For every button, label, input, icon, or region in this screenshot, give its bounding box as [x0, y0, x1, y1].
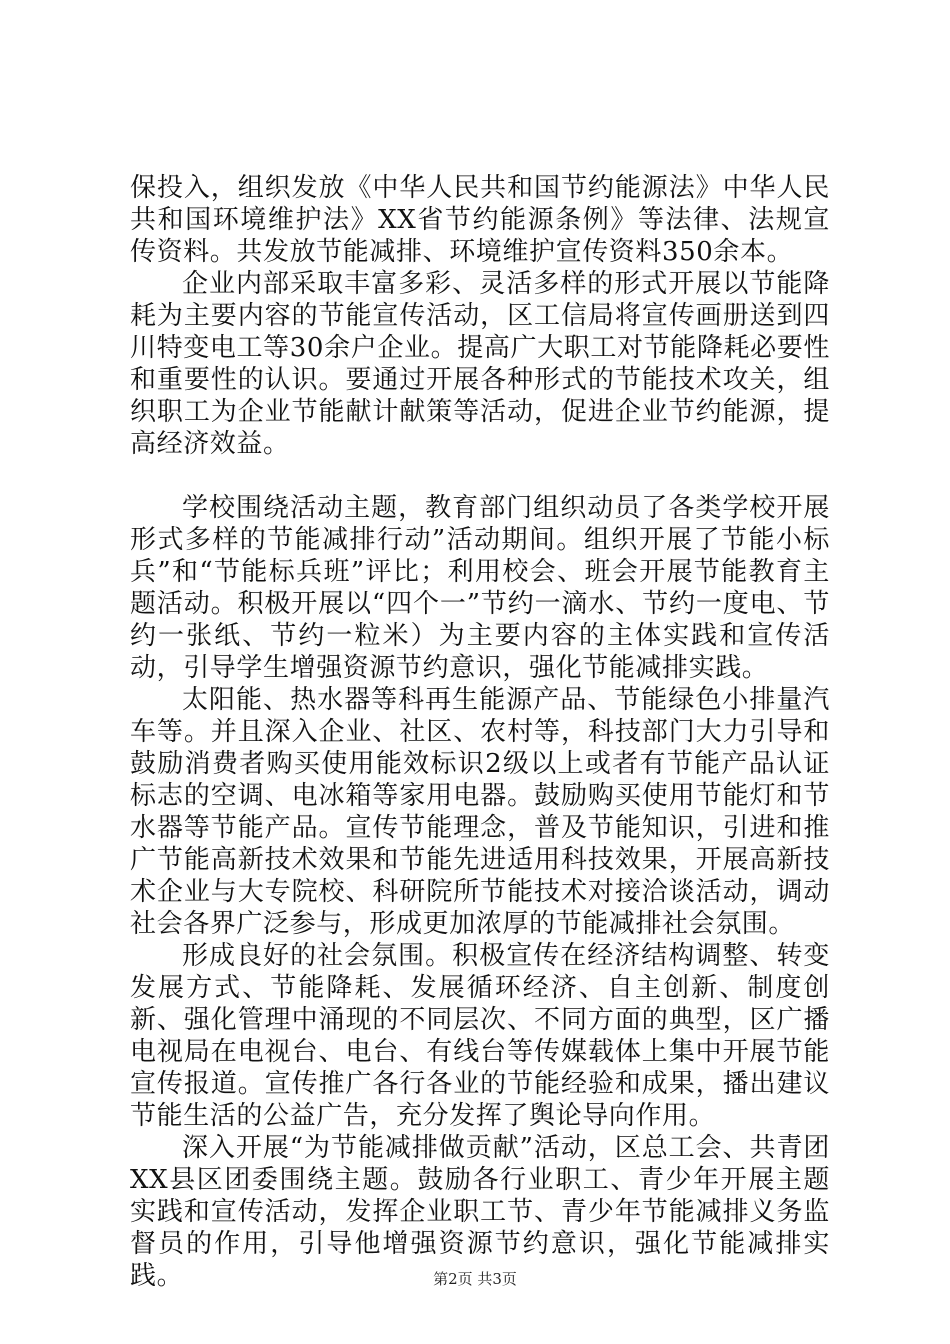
paragraph-2: 企业内部采取丰富多彩、灵活多样的形式开展以节能降耗为主要内容的节能宣传活动，区工信局将宣传画册送到四川特变电工等30余户企业。提高广大职工对节能降耗必要性和重要性的认识。要通过开展各种形式的节能技术攻关，组织职工为企业节能献计献策等活动，促进企业节约能源，提高经济效益。: [130, 269, 830, 459]
paragraph-1: 保投入，组织发放《中华人民共和国节约能源法》中华人民共和国环境维护法》XX省节约能源条例》等法律、法规宣传资料。共发放节能减排、环境维护宣传资料350余本。: [130, 173, 830, 267]
document-body: [130, 172, 830, 1292]
paragraph-4: 太阳能、热水器等科再生能源产品、节能绿色小排量汽车等。并且深入企业、社区、农村等，科技部门大力引导和鼓励消费者购买使用能效标识2级以上或者有节能产品认证标志的空调、电冰箱等家用电器。鼓励购买使用节能灯和节水器等节能产品。宣传节能理念，普及节能知识，引进和推广节能高新技术效果和节能先进适用科技效果，开展高新技术企业与大专院校、科研院所节能技术对接洽谈活动，调动社会各界广泛参与，形成更加浓厚的节能减排社会氛围。: [130, 685, 830, 939]
paragraph-3: 学校围绕活动主题，教育部门组织动员了各类学校开展形式多样的节能减排行动”活动期间。组织开展了节能小标兵”和“节能标兵班”评比；利用校会、班会开展节能教育主题活动。积极开展以“四个一”节约一滴水、节约一度电、节约一张纸、节约一粒米）为主要内容的主体实践和宣传活动，引导学生增强资源节约意识，强化节能减排实践。: [130, 493, 830, 683]
paragraph-5: 形成良好的社会氛围。积极宣传在经济结构调整、转变发展方式、节能降耗、发展循环经济、自主创新、制度创新、强化管理中涌现的不同层次、不同方面的典型，区广播电视局在电视台、电台、有线台等传媒载体上集中开展节能宣传报道。宣传推广各行各业的节能经验和成果，播出建议节能生活的公益广告，充分发挥了舆论导向作用。: [130, 941, 830, 1131]
page-number-footer: 第2页 共3页: [433, 1270, 517, 1288]
paragraph-6: 深入开展“为节能减排做贡献”活动，区总工会、共青团XX县区团委围绕主题。鼓励各行业职工、青少年开展主题实践和宣传活动，发挥企业职工节、青少年节能减排义务监督员的作用，引导他增强资源节约意识，强化节能减排实践。: [130, 1133, 830, 1291]
